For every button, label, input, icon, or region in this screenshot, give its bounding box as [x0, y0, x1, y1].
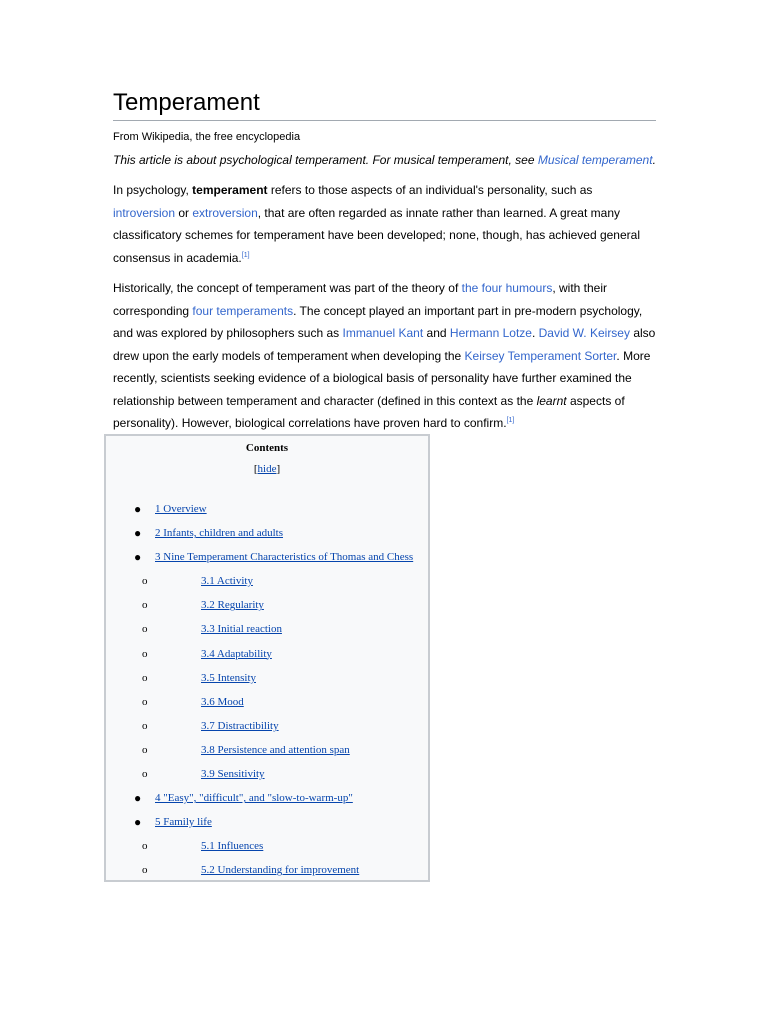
para2-italic-learnt: learnt: [536, 393, 567, 408]
introversion-link[interactable]: introversion: [113, 205, 176, 220]
para2-text-3: . The concept played an important part in pre-modern psychology, and was explored by philosophers such as: [113, 303, 643, 340]
extroversion-link[interactable]: extroversion: [192, 205, 258, 220]
page-title: Temperament: [113, 88, 656, 121]
toc-toggle-close-bracket: ]: [276, 463, 281, 475]
para2-text-7: . More recently, scientists seeking evidence of a biological basis of personality have further examined the relationship between temperament and character (defined in this context as the: [113, 348, 651, 408]
toc-link[interactable]: 3.6 Mood: [201, 695, 244, 708]
toc-item: [106, 500, 428, 524]
toc-link[interactable]: 3.7 Distractibility: [201, 719, 279, 732]
toc-link[interactable]: 5.1 Influences: [201, 840, 264, 853]
para1-bold-term: temperament: [192, 183, 268, 197]
para2-text-8: aspects of personality). However, biological correlations have proven hard to confirm.: [113, 393, 625, 430]
toc-item: [106, 596, 428, 620]
toc-item: [106, 572, 428, 596]
citation-ref-1[interactable]: [1]: [241, 251, 250, 259]
toc-item: [106, 548, 428, 572]
hatnote-text: This article is about psychological temperament. For musical temperament, see: [113, 153, 538, 167]
toc-item: [106, 741, 428, 765]
toc-link[interactable]: 2 Infants, children and adults: [155, 527, 283, 540]
hermann-lotze-link[interactable]: Hermann Lotze: [449, 326, 532, 340]
musical-temperament-link[interactable]: Musical temperament: [537, 153, 653, 167]
toc-link[interactable]: 3.5 Intensity: [201, 671, 256, 684]
toc-link[interactable]: 5 Family life: [155, 816, 212, 829]
toc-item: [106, 837, 428, 861]
para2-text-2: , with their corresponding: [113, 281, 608, 318]
para1-text-4: , that are often regarded as innate rather than learned. A great many classificatory schemes for temperament have been developed; none, though, has achieved general consensus in academia.: [113, 205, 640, 265]
toc-item-bullet: ●: [134, 550, 142, 565]
toc-subitem-bullet: o: [142, 575, 148, 588]
toc-subitem-bullet: o: [142, 599, 148, 612]
toc-subitem-bullet: o: [142, 840, 148, 853]
toc-item: [106, 813, 428, 837]
article-content: [113, 88, 656, 435]
toc-link[interactable]: 3.3 Initial reaction: [201, 623, 282, 636]
toc-link[interactable]: 3.8 Persistence and attention span: [201, 743, 350, 756]
four-humours-link[interactable]: the four humours: [461, 281, 553, 295]
toc-item: [106, 524, 428, 548]
intro-paragraph: [113, 179, 656, 269]
toc-subitem-bullet: o: [142, 719, 148, 732]
toc-subitem-bullet: o: [142, 647, 148, 660]
toc-link[interactable]: 4 "Easy", "difficult", and "slow-to-warm-up": [155, 792, 353, 805]
toc-item-bullet: ●: [134, 791, 142, 806]
toc-link[interactable]: 3.9 Sensitivity: [201, 768, 265, 781]
table-of-contents: [104, 434, 430, 882]
toc-link[interactable]: 3.1 Activity: [201, 575, 253, 588]
toc-item: [106, 645, 428, 669]
toc-item: [106, 789, 428, 813]
toc-subitem-bullet: o: [142, 623, 148, 636]
para1-text-1: In psychology,: [113, 183, 193, 197]
toc-link[interactable]: 3.2 Regularity: [201, 599, 264, 612]
toc-toggle: [106, 463, 428, 475]
toc-list: [106, 500, 428, 886]
toc-subitem-bullet: o: [142, 743, 148, 756]
toc-item: [106, 620, 428, 644]
toc-title: Contents: [245, 442, 289, 454]
para1-text-3: or: [175, 205, 193, 220]
site-tagline: From Wikipedia, the free encyclopedia: [113, 131, 301, 143]
toc-subitem-bullet: o: [142, 768, 148, 781]
toc-item: [106, 861, 428, 885]
toc-link[interactable]: 5.2 Understanding for improvement: [201, 864, 360, 877]
toc-toggle-open-bracket: [: [253, 463, 258, 475]
david-keirsey-link[interactable]: David W. Keirsey: [538, 326, 630, 340]
toc-item-bullet: ●: [134, 526, 142, 541]
history-paragraph: [113, 277, 656, 435]
toc-item: [106, 717, 428, 741]
citation-ref-2[interactable]: [1]: [506, 417, 515, 424]
para1-text-2: refers to those aspects of an individual's personality, such as: [267, 183, 593, 197]
para2-text-1: Historically, the concept of temperament was part of the theory of: [113, 281, 462, 295]
hatnote-end: .: [652, 153, 656, 167]
toc-item-bullet: ●: [134, 502, 142, 516]
toc-hide-link[interactable]: hide: [257, 463, 277, 475]
toc-subitem-bullet: o: [142, 864, 148, 877]
toc-link[interactable]: 1 Overview: [155, 503, 207, 515]
hatnote: [113, 152, 656, 168]
para2-text-6: also drew upon the early models of temperament when developing the: [113, 326, 656, 363]
toc-item: [106, 693, 428, 717]
toc-link[interactable]: 3 Nine Temperament Characteristics of Thomas and Chess: [155, 551, 414, 564]
immanuel-kant-link[interactable]: Immanuel Kant: [342, 326, 424, 340]
keirsey-sorter-link[interactable]: Keirsey Temperament Sorter: [464, 348, 617, 363]
toc-item: [106, 765, 428, 789]
toc-subitem-bullet: o: [142, 695, 148, 708]
toc-subitem-bullet: o: [142, 671, 148, 684]
toc-link[interactable]: 3.4 Adaptability: [201, 647, 272, 660]
para2-text-5: .: [531, 326, 539, 340]
toc-item: [106, 669, 428, 693]
toc-item-bullet: ●: [134, 815, 142, 830]
four-temperaments-link[interactable]: four temperaments: [192, 303, 294, 318]
para2-text-4: and: [423, 326, 450, 340]
